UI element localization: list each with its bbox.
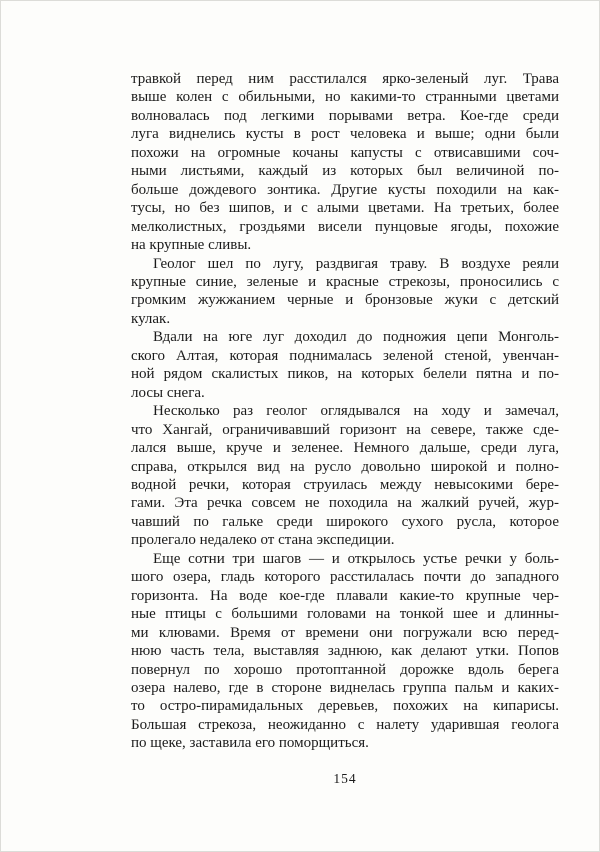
text-line: крупные синие, зеленые и красные стрекозы, проносились с [131,273,559,290]
page-text [131,70,559,753]
text-line: по щеке, заставила его поморщиться. [131,735,369,752]
paragraph [131,550,559,753]
text-line: водной речки, которая струилась между невысокими бере- [131,476,559,493]
text-line: волновалась под легкими порывами ветра. Кое-где среди [131,107,559,124]
text-line: кулак. [131,310,171,327]
text-line: мелколистных, гроздьями висели пунцовые ягоды, похожие [131,218,559,235]
text-line: больше дождевого зонтика. Другие кусты походили на как- [131,181,559,198]
text-line: справа, открылся вид на русло довольно широкой и полно- [131,458,559,475]
text-line: Еще сотни три шагов — и открылось устье речки у боль- [153,550,559,567]
text-line: луга виднелись кусты в рост человека и выше; одни были [131,126,559,143]
text-line: нюю часть тела, выставляя заднюю, как делают утки. Попов [131,643,559,660]
text-line: выше колен с обильными, но какими-то странными цветами [131,89,559,106]
text-line: то остро-пирамидальных деревьев, похожих на кипарисы. [131,698,559,715]
text-line: Несколько раз геолог оглядывался на ходу и замечал, [153,403,559,420]
text-line: ной рядом скалистых пиков, на которых белели пятна и по- [131,366,559,383]
text-line: лался выше, круче и зеленее. Немного дальше, среди луга, [131,440,559,457]
text-line: ского Алтая, которая поднималась зеленой стеной, увенчан- [131,347,559,364]
text-line: ми клювами. Время от времени они погружали всю перед- [131,624,559,641]
text-line: тусы, но без шипов, и с алыми цветами. На третьих, более [131,200,559,217]
text-line: похожи на огромные кочаны капусты с отвисавшими соч- [131,144,559,161]
text-line: что Хангай, ограничивавший горизонт на севере, также сде- [131,421,559,438]
text-line: громким жужжанием черные и бронзовые жуки с детский [131,292,559,309]
text-line: озера налево, где в стороне виднелась группа пальм и каких- [131,679,559,696]
text-line: шого озера, гладь которого расстилалась почти до западного [131,569,559,586]
text-line: повернул по хорошо протоптанной дорожке вдоль берега [131,661,559,678]
paragraph [131,328,559,402]
text-line: ные птицы с большими головами на тонкой шее и длинны- [131,606,559,623]
text-line: пролегало недалеко от стана экспедиции. [131,532,395,549]
text-line: травкой перед ним расстилался ярко-зеленый луг. Трава [131,71,559,87]
text-line: чавший по гальке среди широкого сухого русла, которое [131,513,559,530]
paragraph [131,255,559,329]
text-line: гами. Эта речка совсем не походила на жалкий ручей, жур- [131,495,559,512]
text-line: на крупные сливы. [131,237,252,254]
text-line: Большая стрекоза, неожиданно с налету ударившая геолога [131,716,559,733]
text-line: Вдали на юге луг доходил до подножия цепи Монголь- [153,329,559,346]
page-number: 154 [333,771,357,786]
text-line: горизонта. На воде кое-где плавали какие-то крупные чер- [131,587,559,604]
paragraph [131,402,559,550]
paragraph [131,70,559,255]
text-line: лосы снега. [131,384,205,401]
text-line: Геолог шел по лугу, раздвигая траву. В воздухе реяли [153,255,559,272]
text-line: ными листьями, каждый из которых был величиной по- [131,163,559,180]
